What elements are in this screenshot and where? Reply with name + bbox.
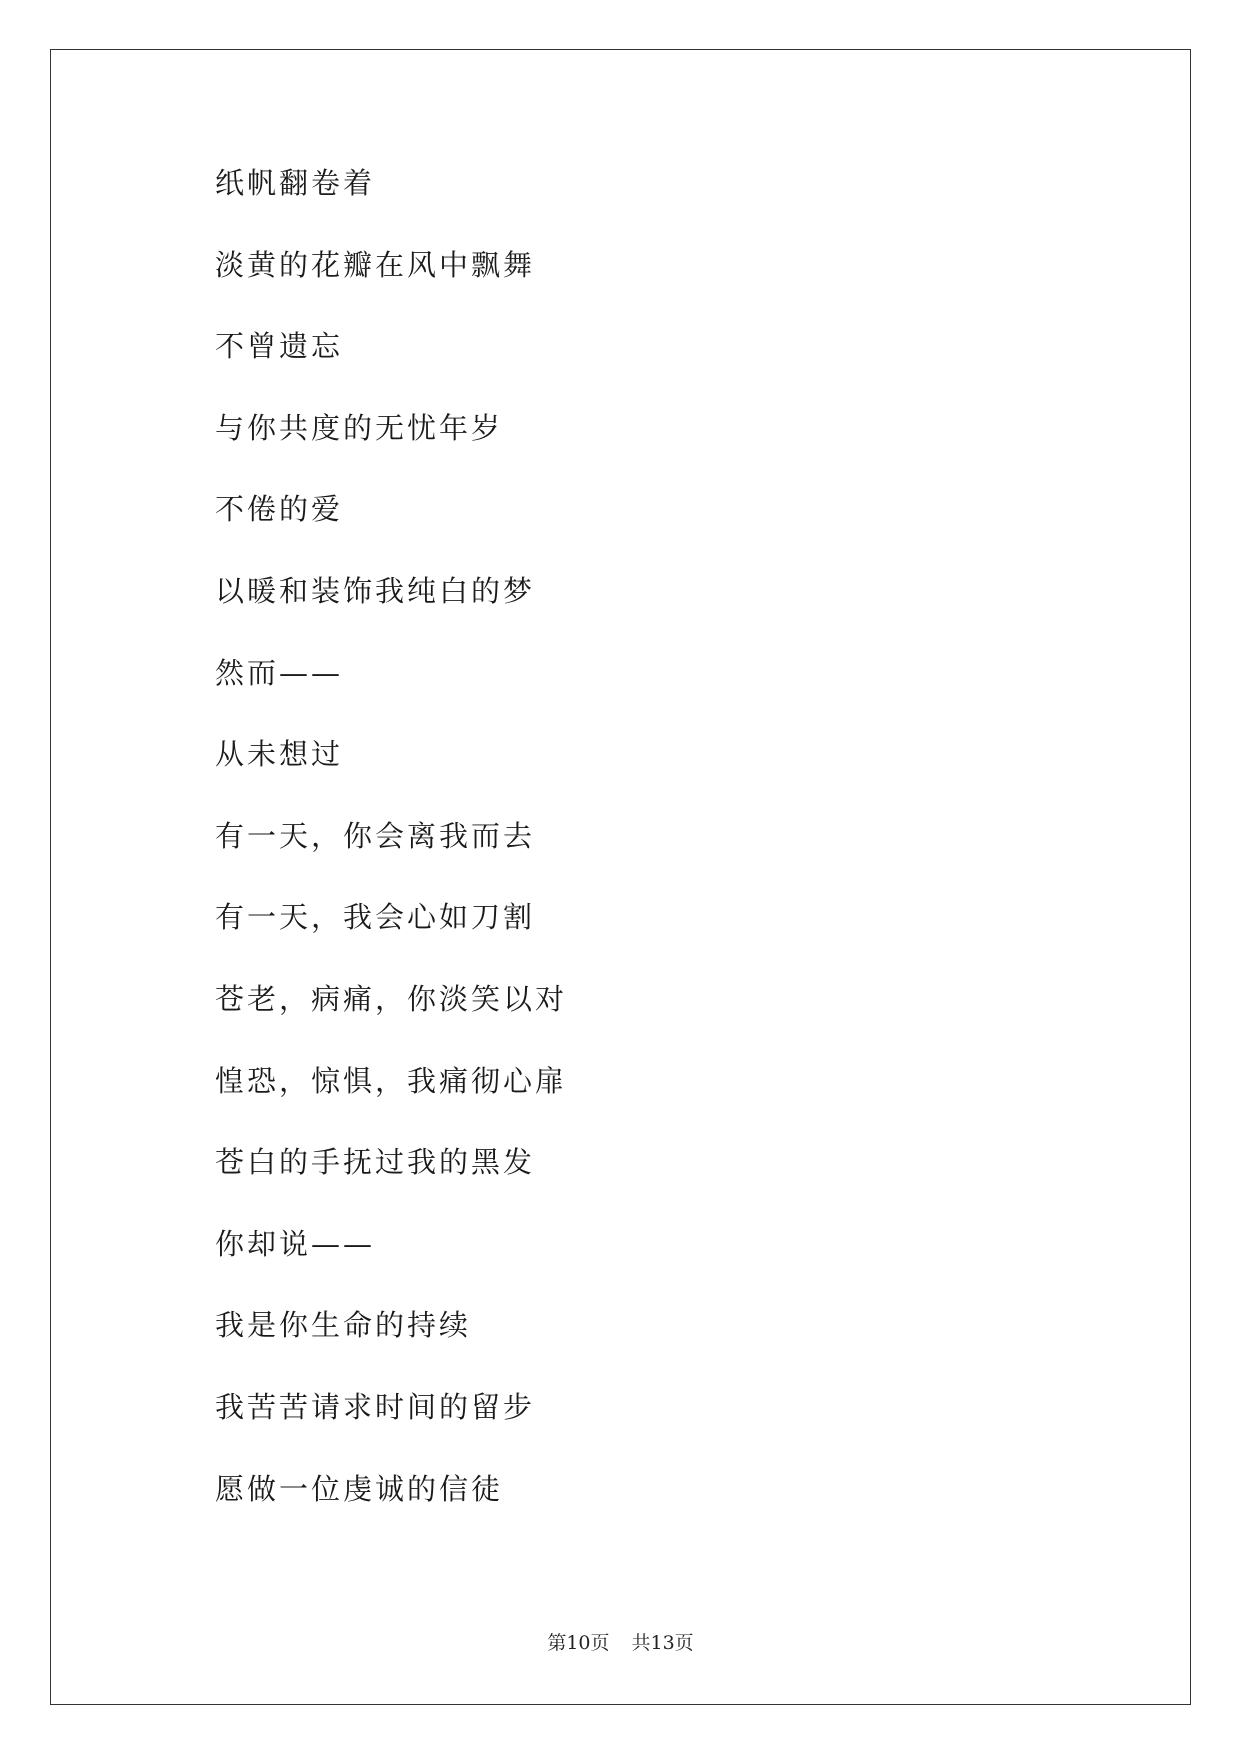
poem-line: 我苦苦请求时间的留步 [215,1389,536,1424]
poem-line: 与你共度的无忧年岁 [215,410,504,445]
poem-line: 我是你生命的持续 [215,1308,472,1343]
poem-line: 你却说—— [215,1226,376,1261]
poem-line: 淡黄的花瓣在风中飘舞 [215,247,536,282]
poem-line: 以暖和装饰我纯白的梦 [215,573,536,608]
poem-line: 然而—— [215,655,344,690]
poem-line: 惶恐，惊惧，我痛彻心扉 [215,1063,568,1098]
page-number: 第10页 [547,1632,610,1654]
poem-line: 从未想过 [215,737,344,772]
poem-line: 纸帆翻卷着 [215,166,376,200]
poem-line: 不曾遗忘 [215,329,344,364]
poem-line: 愿做一位虔诚的信徒 [215,1471,504,1506]
poem-body [215,165,567,1552]
page-total: 共13页 [631,1632,694,1654]
poem-line: 苍老，病痛，你淡笑以对 [215,981,568,1016]
poem-line: 有一天，我会心如刀割 [215,900,536,935]
page-footer [0,1628,1241,1655]
poem-line: 不倦的爱 [215,492,344,527]
poem-line: 有一天，你会离我而去 [215,818,536,853]
poem-line: 苍白的手抚过我的黑发 [215,1145,536,1180]
